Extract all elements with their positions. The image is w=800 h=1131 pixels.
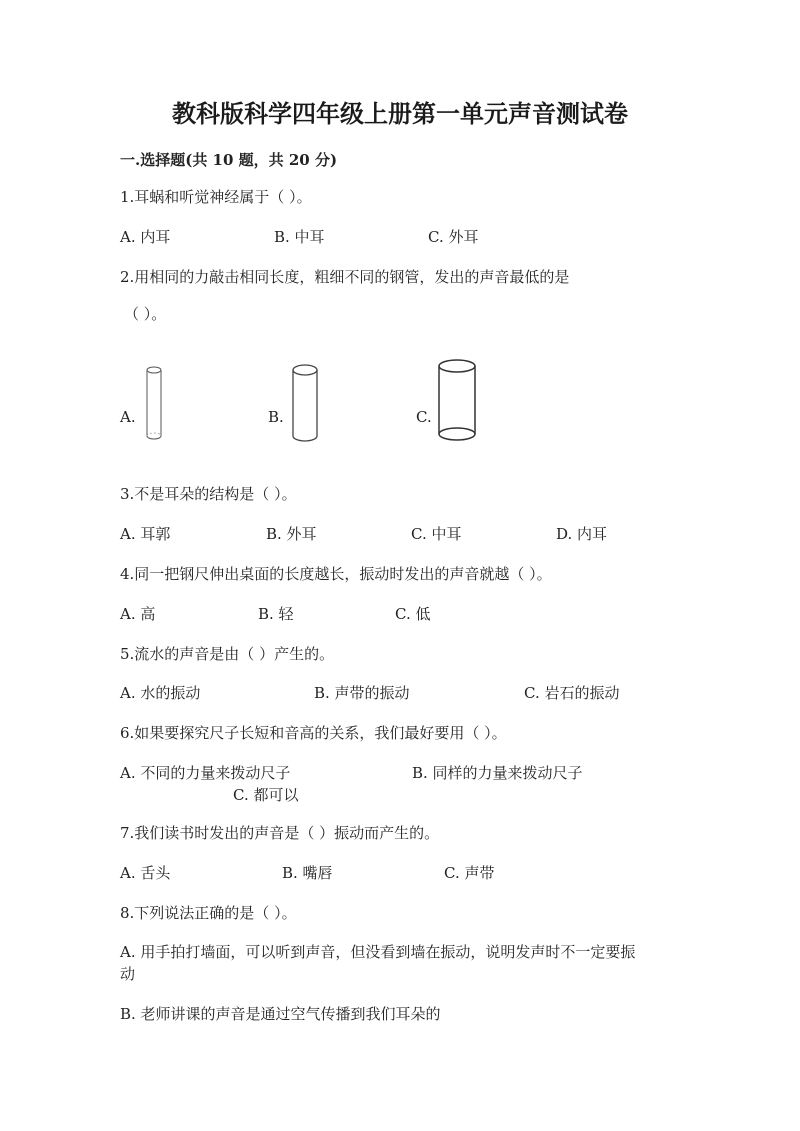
question-8-option-a-continued: 动 — [120, 965, 136, 983]
question-2-option-c: C. — [416, 408, 432, 426]
question-5-option-c: C. 岩石的振动 — [524, 684, 620, 702]
question-1-option-c: C. 外耳 — [428, 228, 479, 246]
question-2-stem-continued: （ ）。 — [124, 305, 167, 323]
question-8-option-a: A. 用手拍打墙面，可以听到声音，但没看到墙在振动，说明发声时不一定要振 — [120, 943, 636, 961]
question-8-option-b: B. 老师讲课的声音是通过空气传播到我们耳朵的 — [120, 1005, 441, 1023]
question-8-stem: 8.下列说法正确的是（ ）。 — [120, 904, 297, 922]
question-6-stem: 6.如果要探究尺子长短和音高的关系，我们最好要用（ ）。 — [120, 724, 507, 742]
question-2-stem: 2.用相同的力敲击相同长度，粗细不同的钢管，发出的声音最低的是 — [120, 268, 570, 286]
medium-pipe-figure — [288, 362, 322, 446]
question-7-option-c: C. 声带 — [444, 864, 495, 882]
thin-pipe-figure — [142, 364, 166, 444]
section-heading: 一.选择题(共 10 题，共 20 分) — [120, 151, 338, 169]
question-6-option-a: A. 不同的力量来拨动尺子 — [120, 764, 291, 782]
question-3-option-c: C. 中耳 — [411, 525, 462, 543]
question-1-option-b: B. 中耳 — [274, 228, 325, 246]
question-1-stem: 1.耳蜗和听觉神经属于（ ）。 — [120, 188, 312, 206]
question-3-stem: 3.不是耳朵的结构是（ ）。 — [120, 485, 297, 503]
question-7-stem: 7.我们读书时发出的声音是（ ）振动而产生的。 — [120, 824, 440, 842]
question-6-option-b: B. 同样的力量来拨动尺子 — [412, 764, 583, 782]
question-4-option-c: C. 低 — [395, 605, 431, 623]
question-5-stem: 5.流水的声音是由（ ）产生的。 — [120, 645, 335, 663]
question-3-option-b: B. 外耳 — [266, 525, 317, 543]
question-2-option-b: B. — [268, 408, 284, 426]
thick-pipe-figure — [434, 356, 480, 446]
question-4-stem: 4.同一把钢尺伸出桌面的长度越长，振动时发出的声音就越（ ）。 — [120, 565, 552, 583]
question-3-option-d: D. 内耳 — [556, 525, 608, 543]
question-3-option-a: A. 耳郭 — [120, 525, 171, 543]
question-5-option-a: A. 水的振动 — [120, 684, 201, 702]
page-title: 教科版科学四年级上册第一单元声音测试卷 — [172, 99, 628, 128]
question-5-option-b: B. 声带的振动 — [314, 684, 410, 702]
question-7-option-a: A. 舌头 — [120, 864, 171, 882]
question-2-option-a: A. — [120, 408, 136, 426]
question-1-option-a: A. 内耳 — [120, 228, 171, 246]
question-4-option-a: A. 高 — [120, 605, 156, 623]
question-4-option-b: B. 轻 — [258, 605, 294, 623]
question-6-option-c: C. 都可以 — [233, 786, 299, 804]
question-7-option-b: B. 嘴唇 — [282, 864, 333, 882]
